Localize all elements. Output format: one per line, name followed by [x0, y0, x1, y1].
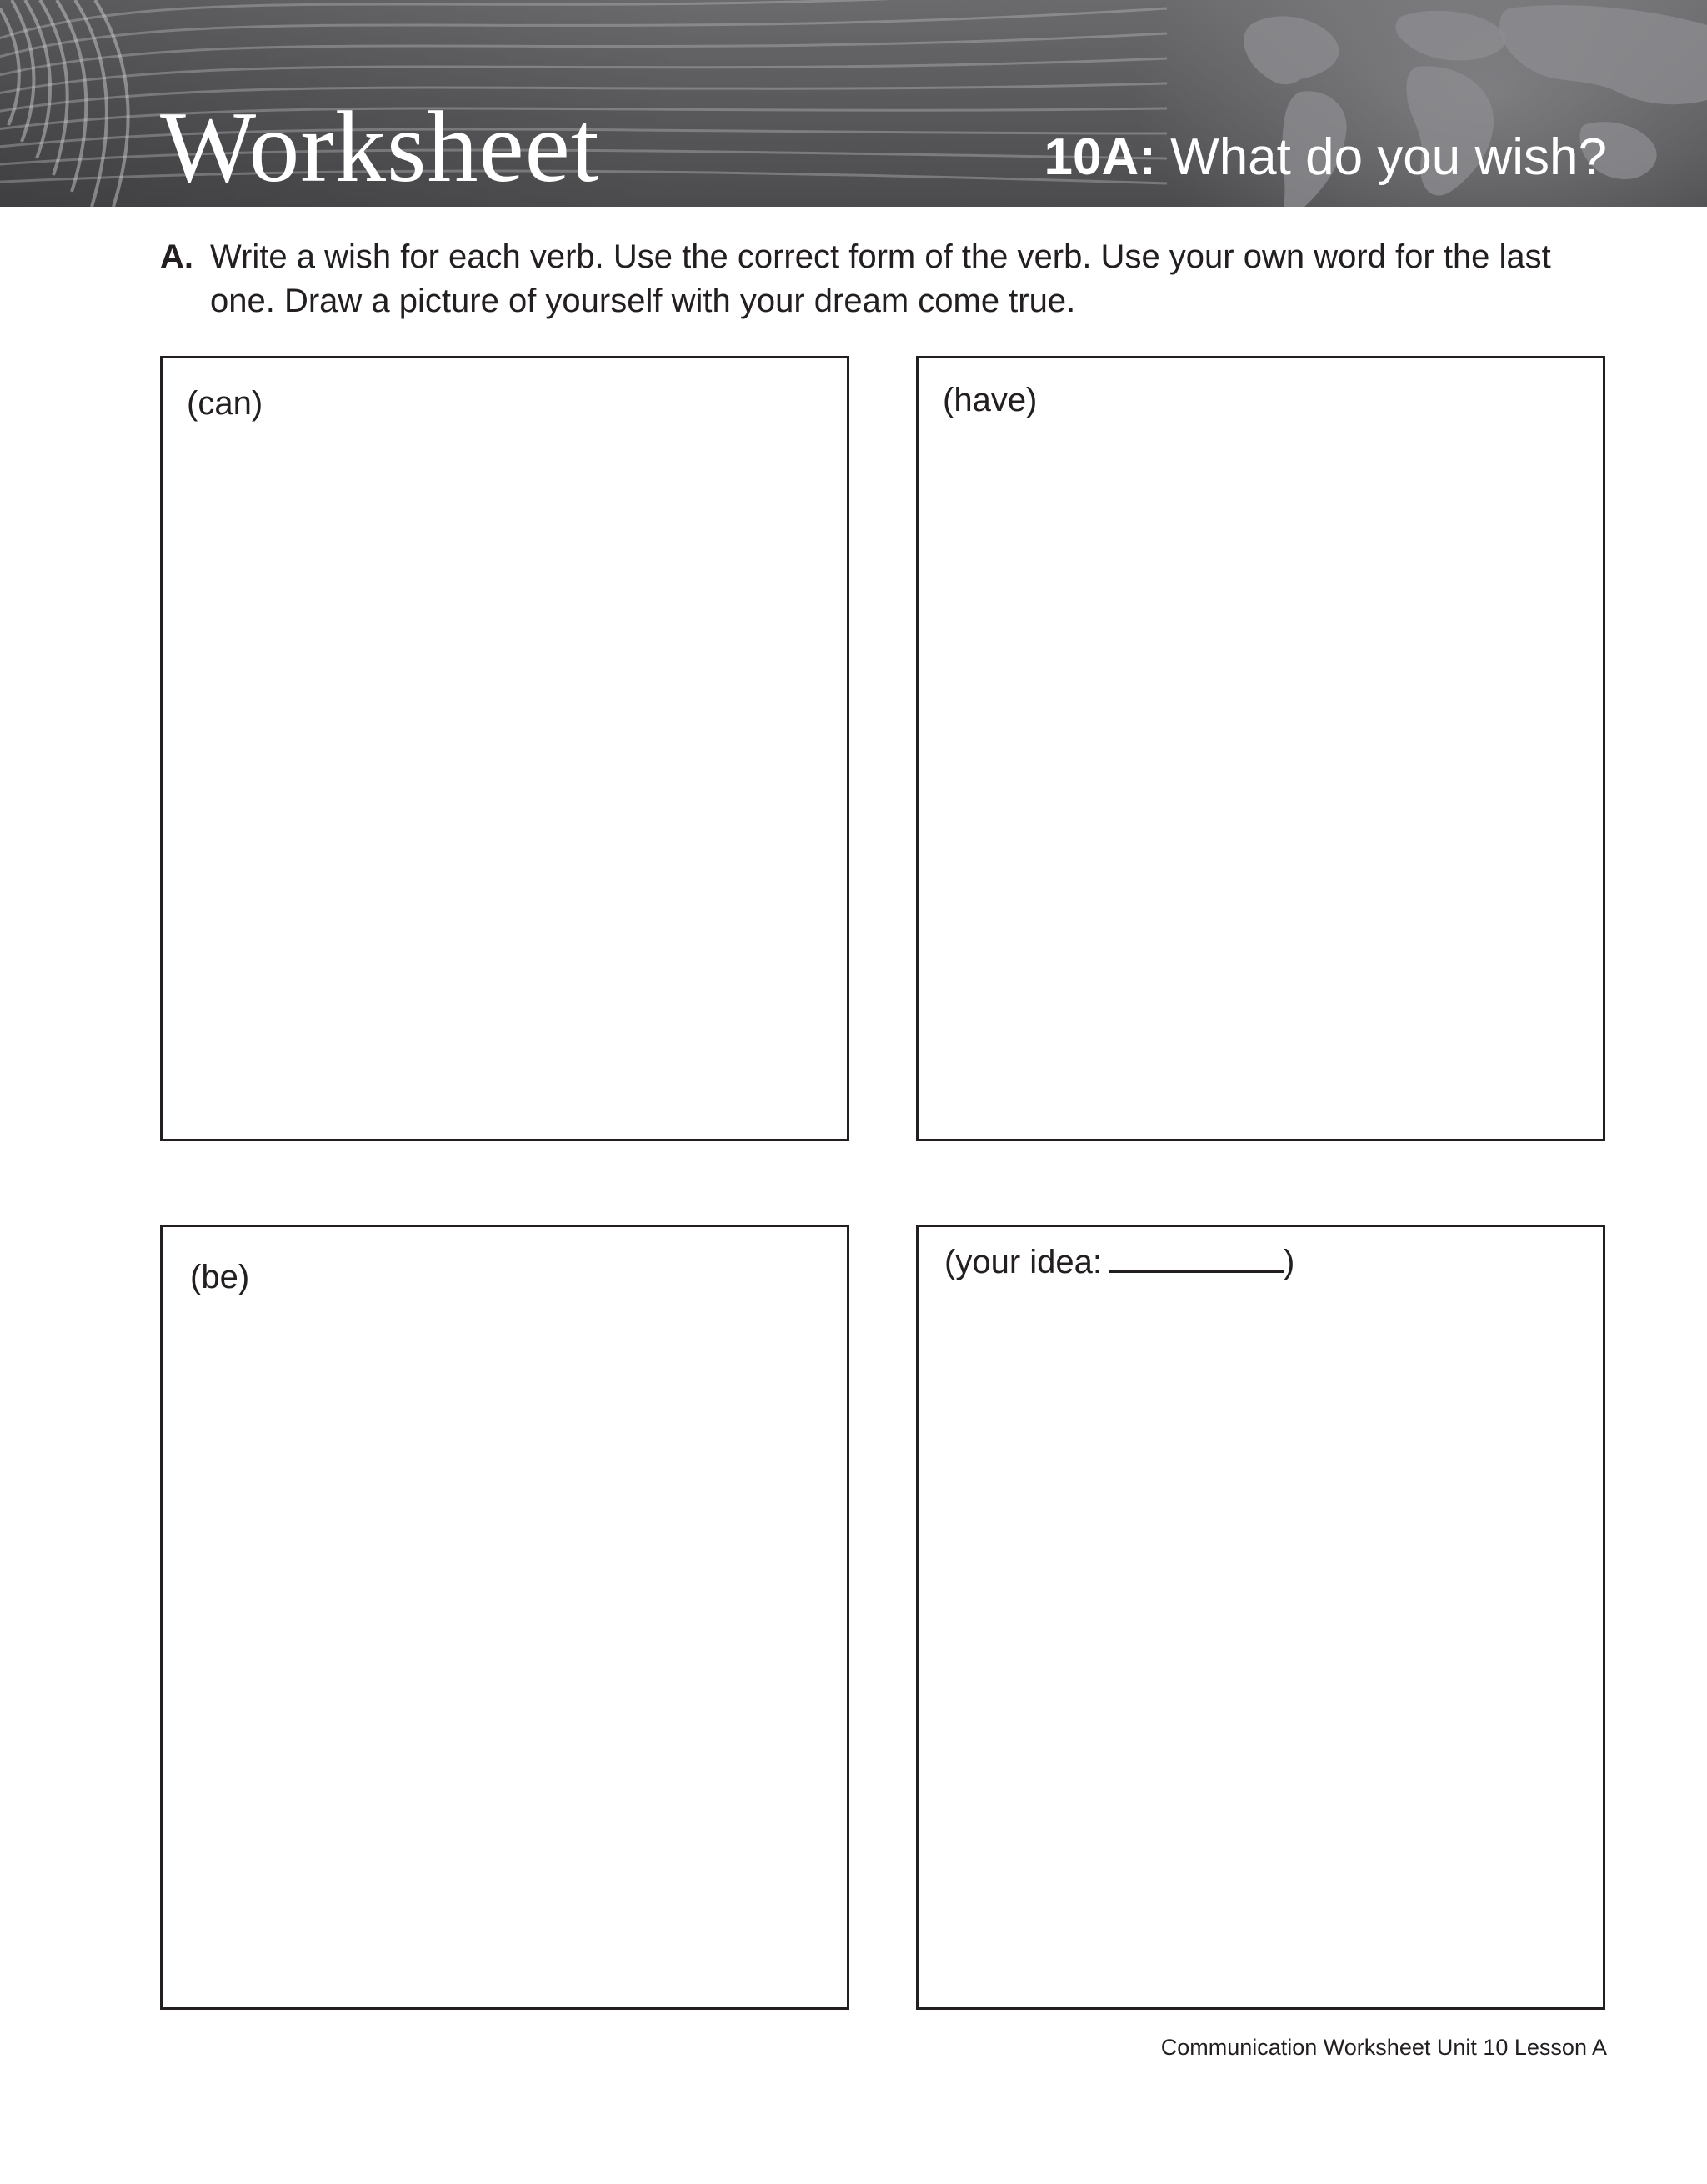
instruction-letter: A.: [160, 238, 193, 275]
instruction-a: [160, 235, 1610, 323]
box-label-can: (can): [187, 385, 263, 422]
drawing-box-can[interactable]: [160, 356, 849, 1141]
page-footer: Communication Worksheet Unit 10 Lesson A: [1160, 2035, 1607, 2060]
box-label-have: (have): [943, 382, 1038, 418]
lesson-heading: [1044, 128, 1607, 186]
box-label-be: (be): [190, 1259, 250, 1295]
drawing-box-be[interactable]: [160, 1225, 849, 2010]
your-idea-suffix: ): [1283, 1244, 1295, 1280]
your-idea-blank-line[interactable]: [1109, 1270, 1284, 1273]
box-label-your-idea: [944, 1245, 1294, 1279]
lesson-title: What do you wish?: [1170, 128, 1607, 186]
instruction-text: Write a wish for each verb. Use the correct form of the verb. Use your own word for the last one. Draw a picture of yourself with your dream come true.: [210, 238, 1551, 319]
header-banner: [0, 0, 1707, 207]
drawing-box-have[interactable]: [916, 356, 1605, 1141]
your-idea-prefix: (your idea:: [944, 1244, 1102, 1280]
worksheet-title: Worksheet: [160, 91, 600, 203]
drawing-box-your-idea[interactable]: [916, 1225, 1605, 2010]
lesson-code: 10A:: [1044, 128, 1156, 186]
